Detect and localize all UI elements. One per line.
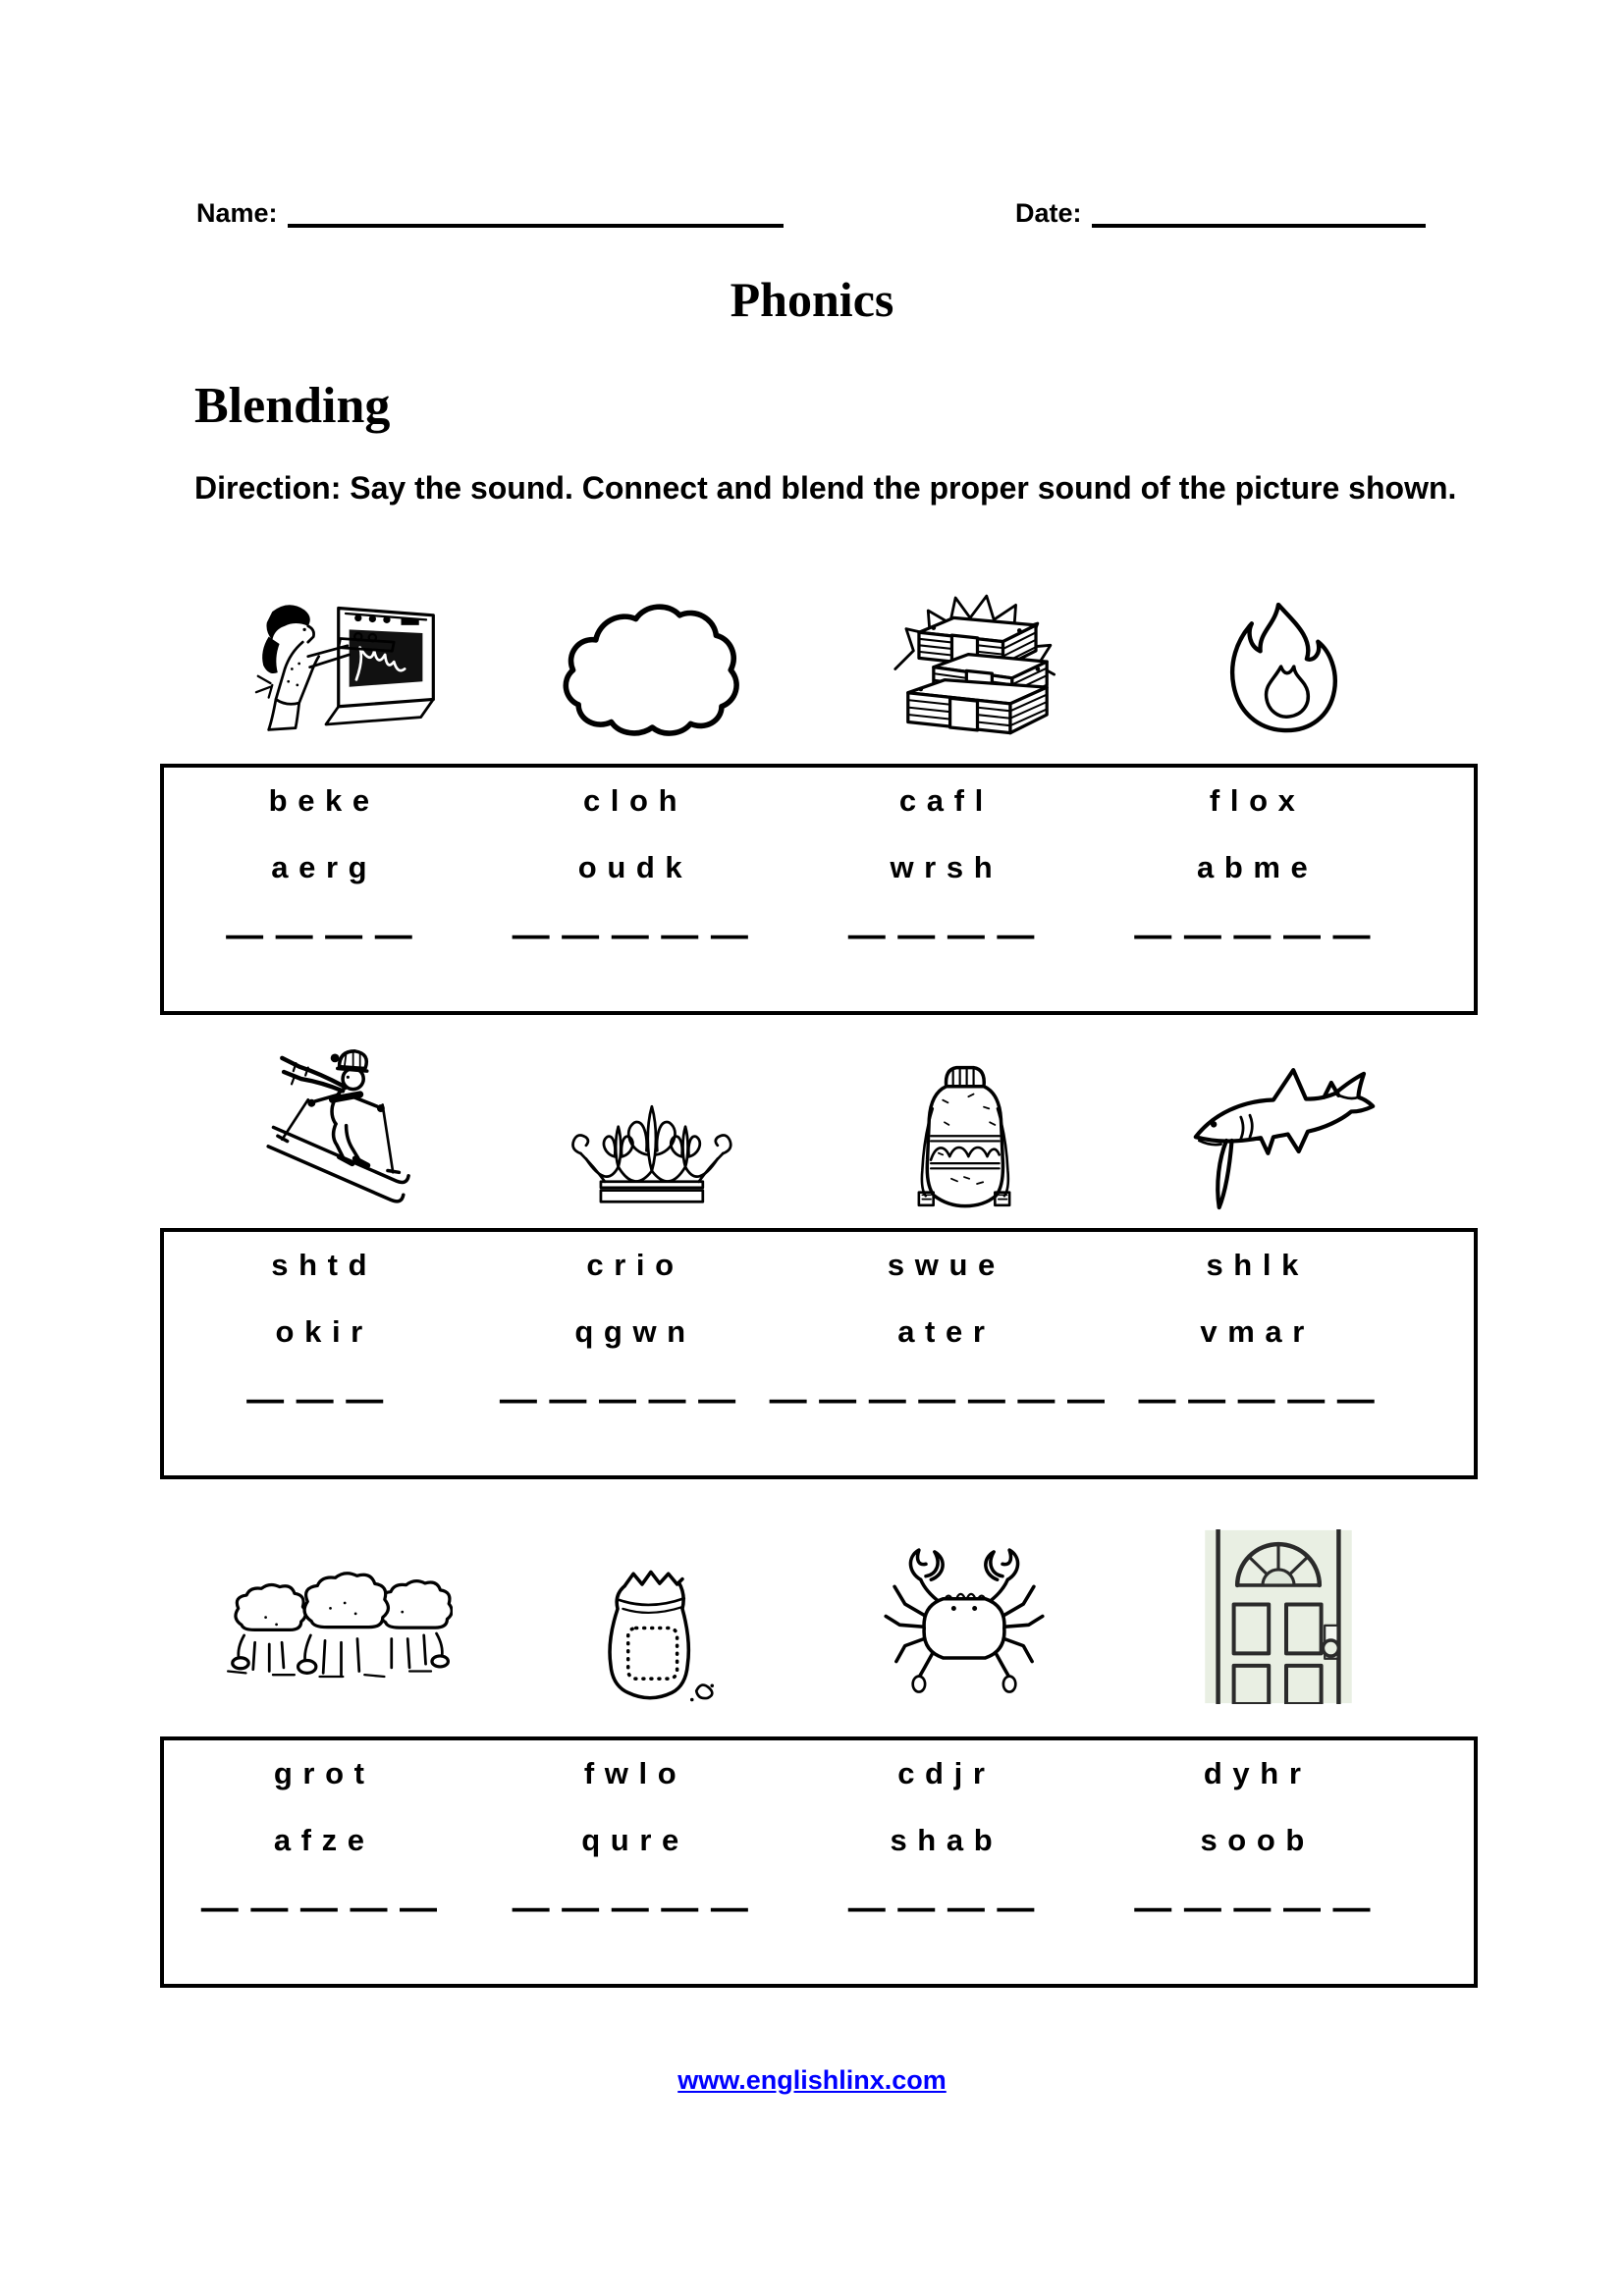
letter-group: f w l o xyxy=(583,1756,677,1790)
skier-image xyxy=(248,1042,423,1211)
picture-crown xyxy=(493,1092,807,1211)
direction-text: Direction: Say the sound. Connect and blend the proper sound of the picture shown. xyxy=(194,470,1457,506)
sheep-image xyxy=(219,1558,453,1679)
answer-blanks: — — — — — xyxy=(1134,915,1372,956)
picture-sack xyxy=(493,1560,807,1704)
letter-group: c l o h xyxy=(582,783,678,818)
answer-blanks: — — — — — xyxy=(499,1379,737,1420)
answer-blanks: — — — — xyxy=(847,1888,1036,1929)
letter-group: a e r g xyxy=(271,850,368,884)
letter-box-2 xyxy=(160,1228,1478,1479)
name-field xyxy=(196,198,784,229)
website-link[interactable]: www.englishlinx.com xyxy=(677,2065,947,2095)
footer xyxy=(0,2065,1624,2096)
picture-skier xyxy=(179,1042,493,1211)
letter-group: c d j r xyxy=(897,1756,986,1790)
letter-group: g r o t xyxy=(273,1756,365,1790)
picture-row-2 xyxy=(179,1039,1435,1211)
letter-group: s w u e xyxy=(887,1248,997,1282)
name-label: Name: xyxy=(196,198,278,228)
picture-shark xyxy=(1121,1057,1435,1211)
letter-group: v m a r xyxy=(1200,1314,1306,1349)
letter-group: q g w n xyxy=(574,1314,687,1349)
picture-sweater xyxy=(807,1057,1121,1211)
answer-blanks: — — — — xyxy=(847,915,1036,956)
letter-group: a f z e xyxy=(273,1823,365,1857)
flame-image xyxy=(1214,598,1343,744)
answer-blanks: — — — — — — — xyxy=(769,1379,1106,1420)
answer-blanks: — — — — — xyxy=(1134,1888,1372,1929)
answer-blanks: — — — — — xyxy=(200,1888,439,1929)
letter-group: c r i o xyxy=(586,1248,676,1282)
door-image xyxy=(1204,1529,1353,1704)
page-title: Phonics xyxy=(730,272,894,327)
letter-box-1 xyxy=(160,764,1478,1015)
picture-row-1 xyxy=(179,577,1435,744)
date-field xyxy=(1015,198,1426,229)
picture-baking xyxy=(179,583,493,744)
picture-money xyxy=(807,581,1121,744)
letter-group: s h t d xyxy=(271,1248,368,1282)
letter-group: d y h r xyxy=(1203,1756,1302,1790)
crown-image xyxy=(550,1092,751,1211)
letter-group: f l o x xyxy=(1209,783,1296,818)
letter-box-3 xyxy=(160,1736,1478,1988)
flour-sack-image xyxy=(566,1560,734,1704)
answer-blanks: — — — — — xyxy=(1138,1379,1376,1420)
picture-sheep xyxy=(179,1558,493,1704)
section-title: Blending xyxy=(194,378,391,434)
letter-group: q u r e xyxy=(581,1823,680,1857)
date-label: Date: xyxy=(1015,198,1082,228)
letter-group: o k i r xyxy=(275,1314,364,1349)
money-image xyxy=(866,581,1062,744)
letter-group: a b m e xyxy=(1196,850,1309,884)
letter-group: b e k e xyxy=(268,783,371,818)
letter-group: a t e r xyxy=(897,1314,986,1349)
cloud-image xyxy=(555,598,746,744)
picture-flame xyxy=(1121,598,1435,744)
answer-blanks: — — — — xyxy=(226,915,413,956)
letter-group: c a f l xyxy=(898,783,985,818)
letter-group: w r s h xyxy=(890,850,994,884)
letter-group: s h a b xyxy=(890,1823,994,1857)
picture-door xyxy=(1121,1529,1435,1704)
crab-image xyxy=(867,1543,1061,1704)
picture-crab xyxy=(807,1543,1121,1704)
answer-blanks: — — — xyxy=(246,1379,385,1420)
letter-group: o u d k xyxy=(577,850,683,884)
letter-group: s o o b xyxy=(1200,1823,1306,1857)
letter-group: s h l k xyxy=(1206,1248,1300,1282)
sweater-image xyxy=(892,1057,1037,1211)
date-input-line[interactable] xyxy=(1092,198,1426,228)
picture-cloud xyxy=(493,598,807,744)
answer-blanks: — — — — — xyxy=(512,1888,749,1929)
picture-row-3 xyxy=(179,1527,1435,1704)
baking-image xyxy=(232,583,440,744)
answer-blanks: — — — — — xyxy=(512,915,749,956)
shark-image xyxy=(1181,1057,1376,1211)
name-input-line[interactable] xyxy=(288,198,784,228)
